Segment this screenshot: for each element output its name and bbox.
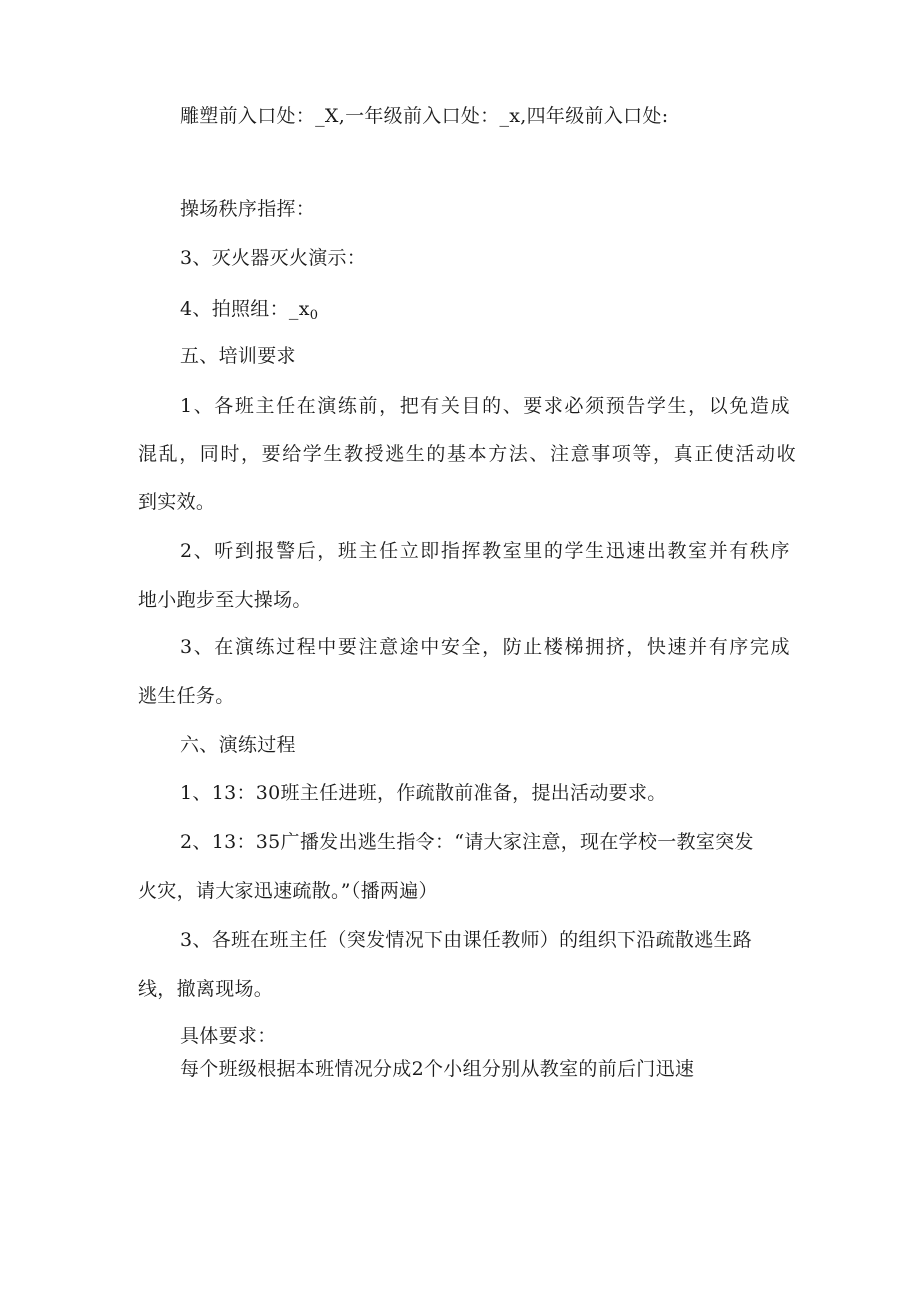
text-line-extinguisher-demo: 3、灭火器灭火演示： [180, 247, 367, 269]
text-line-requirement-3b: 逃生任务。 [138, 685, 235, 707]
text-line-specific-requirements: 具体要求： [180, 1025, 277, 1047]
text-line-requirement-1a: 1、各班主任在演练前，把有关目的、要求必须预告学生，以免造成 [180, 395, 792, 417]
text-line-process-2a: 2、13：35广播发出逃生指令：“请大家注意，现在学校一教室突发 [180, 831, 754, 853]
text-line-requirement-1b: 混乱，同时，要给学生教授逃生的基本方法、注意事项等，真正使活动收 [138, 443, 798, 465]
text-line-playground-command: 操场秩序指挥： [180, 198, 316, 220]
text-line-photo-group [180, 297, 318, 328]
photo-group-text: 4、拍照组：_x [180, 298, 310, 320]
section-heading-drill-process: 六、演练过程 [180, 734, 296, 756]
text-line-requirement-2b: 地小跑步至大操场。 [138, 589, 312, 611]
text-line-process-1: 1、13：30班主任进班，作疏散前准备，提出活动要求。 [180, 782, 667, 804]
text-line-entrance-positions: 雕塑前入口处：_X,一年级前入口处：_x,四年级前入口处: [180, 105, 669, 127]
photo-group-subscript: 0 [309, 308, 319, 323]
text-line-group-split: 每个班级根据本班情况分成2个小组分别从教室的前后门迅速 [180, 1058, 695, 1080]
text-line-process-3a: 3、各班在班主任（突发情况下由课任教师）的组织下沿疏散逃生路 [180, 929, 753, 951]
section-heading-training-requirements: 五、培训要求 [180, 345, 296, 367]
text-line-requirement-2a: 2、听到报警后，班主任立即指挥教室里的学生迅速出教室并有秩序 [180, 540, 792, 562]
text-line-requirement-1c: 到实效。 [138, 491, 216, 513]
text-line-process-3b: 线，撤离现场。 [138, 978, 274, 1000]
text-line-requirement-3a: 3、在演练过程中要注意途中安全，防止楼梯拥挤，快速并有序完成 [180, 636, 792, 658]
text-line-process-2b: 火灾，请大家迅速疏散。”（播两遍） [138, 880, 438, 902]
